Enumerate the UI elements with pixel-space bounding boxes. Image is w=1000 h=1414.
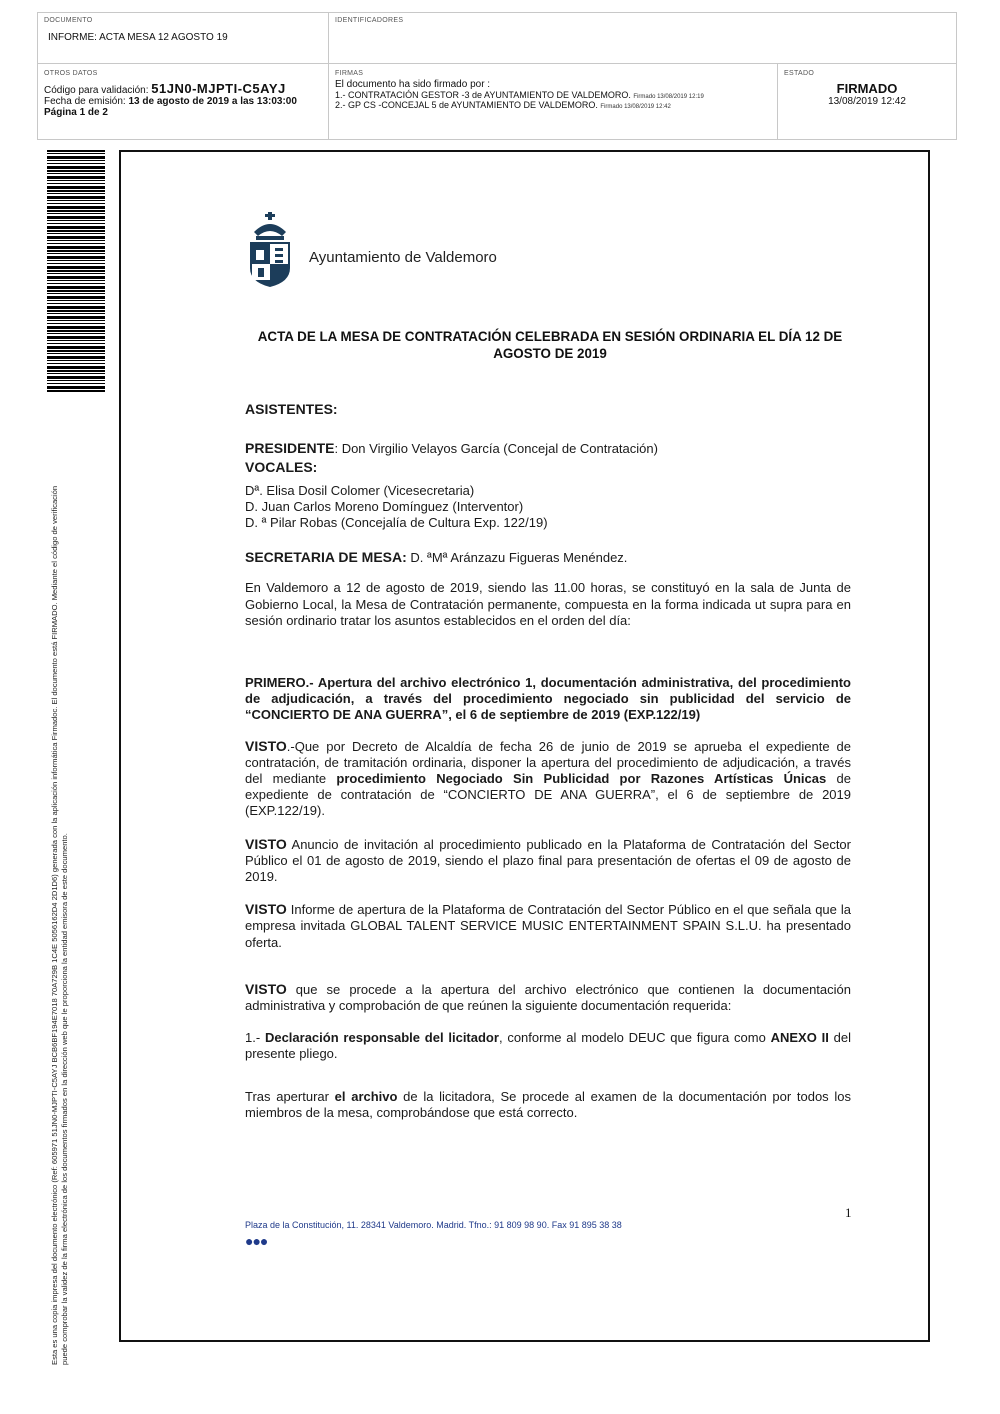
fecha-prefix: Fecha de emisión:: [44, 96, 126, 107]
presidente-line: [245, 440, 851, 457]
visto-1-text-b: de expediente de contratación de “CONCIERTO DE ANA GUERRA”, el 6 de septiembre de 2019 (EXP.122/19).: [245, 771, 851, 819]
item-1-mid: , conforme al modelo DEUC que figura como: [498, 1030, 771, 1046]
estado-date: 13/08/2019 12:42: [828, 96, 906, 107]
visto-2-paragraph: [245, 836, 851, 886]
sidenote-line-1: Esta es una copia impresa del documento electrónico (Ref: 605971 51JN0-MJPTI-C5AYJ BCB6BF194E7018 70A729B 1C4E 5056162D4 2D1D6) generada con la aplicación informática Firmadoc. El documento está FIRMADO. Mediante el código de verificación: [50, 485, 59, 1365]
visto-4-text: que se procede a la apertura del archivo electrónico que contienen la documentación administrativa y comprobación de que reúnen la siguiente documentación requerida:: [245, 981, 851, 1014]
documento-label: DOCUMENTO: [44, 17, 93, 24]
page-number: 1: [845, 1205, 852, 1220]
verification-sidenote: [50, 390, 70, 1365]
title-line-1: ACTA DE LA MESA DE CONTRATACIÓN CELEBRADA EN SESIÓN ORDINARIA EL DÍA 12 DE: [257, 329, 843, 344]
document-title: [245, 328, 855, 362]
visto-3-label: VISTO: [245, 901, 287, 918]
visto-2-text: Anuncio de invitación al procedimiento publicado en la Plataforma de Contratación del Sector Público el 01 de agosto de 2019, siendo el plazo final para presentación de ofertas el 09 de agosto de 2019.: [245, 836, 851, 885]
firmas-intro: El documento ha sido firmado por :: [335, 79, 491, 90]
sidenote-line-2: puede comprobar la validez de la firma electrónica de los documentos firmados en la dirección web que le proporciona la entidad emisora de este documento.: [60, 833, 69, 1365]
title-line-2: AGOSTO DE 2019: [493, 346, 607, 361]
intro-paragraph: En Valdemoro a 12 de agosto de 2019, siendo las 11.00 horas, se constituyó en la sala de Junta de Gobierno Local, la Mesa de Contratación permanente, compuesta en la forma indicada ut supra para en sesión ordinario tratar los asuntos establecidos en el orden del día:: [245, 580, 851, 628]
otros-datos-label: OTROS DATOS: [44, 70, 98, 77]
vocal-1: Dª. Elisa Dosil Colomer (Vicesecretaria): [245, 482, 475, 498]
visto-1-text-a: .-Que por Decreto de Alcaldía de fecha 26 de junio de 2019 se aprueba el expediente de contratación, de tramitación ordinaria, disponer la apertura del procedimiento de adjudicación, a través del mediante: [245, 738, 851, 787]
signature-header: [37, 12, 957, 140]
tras-paragraph: [245, 1089, 851, 1121]
visto-1-label: VISTO: [245, 737, 287, 754]
organization-name: Ayuntamiento de Valdemoro: [309, 249, 497, 266]
visto-2-label: VISTO: [245, 835, 287, 852]
vocales-heading: VOCALES:: [245, 459, 318, 476]
item-1-end: del presente pliego.: [245, 1030, 851, 1062]
footer-address: Plaza de la Constitución, 11. 28341 Valdemoro. Madrid. Tfno.: 91 809 98 90. Fax 91 895 38 38: [245, 1220, 622, 1230]
firma-2: [335, 100, 771, 110]
tras-bold: el archivo: [334, 1088, 398, 1104]
primero-heading: PRIMERO.- Apertura del archivo electrónico 1, documentación administrativa, del procedimiento de adjudicación, a través del procedimiento negociado sin publicidad del servicio de “CONCIERTO DE ANA GUERRA”, el 6 de septiembre de 2019 (EXP.122/19): [245, 675, 851, 723]
vocal-3: D. ª Pilar Robas (Concejalía de Cultura Exp. 122/19): [245, 515, 548, 531]
visto-1-paragraph: [245, 738, 851, 820]
estado-label: ESTADO: [784, 70, 815, 77]
identificadores-label: IDENTIFICADORES: [335, 17, 404, 24]
firma-1-date: Firmado 13/08/2019 12:19: [633, 94, 704, 100]
tras-text-a: Tras aperturar: [245, 1088, 335, 1104]
otros-datos-cell: [38, 66, 328, 138]
asistentes-heading: ASISTENTES:: [245, 401, 338, 417]
estado-value: FIRMADO: [836, 81, 898, 96]
document-page: [119, 150, 930, 1342]
visto-4-paragraph: [245, 981, 851, 1014]
firma-2-date: Firmado 13/08/2019 12:42: [600, 104, 671, 110]
identificadores-cell: [329, 13, 949, 63]
barcode-icon: [47, 150, 105, 392]
secretaria-label: SECRETARIA DE MESA:: [245, 549, 407, 566]
codigo-value: 51JN0-MJPTI-C5AYJ: [151, 81, 286, 96]
codigo-validacion: [44, 81, 322, 96]
estado-cell: [778, 66, 956, 138]
presidente-label: PRESIDENTE: [245, 440, 335, 457]
firmas-cell: [329, 66, 777, 138]
fecha-emision: [44, 96, 322, 107]
item-1-bold: Declaración responsable del licitador: [264, 1030, 499, 1046]
documento-cell: [38, 13, 328, 63]
firma-1: [335, 90, 771, 100]
firma-2-text: 2.- GP CS -CONCEJAL 5 de AYUNTAMIENTO DE VALDEMORO.: [335, 100, 598, 110]
tras-text-b: de la licitadora, Se procede al examen de la documentación por todos los miembros de la mesa, comprobándose que está correcto.: [245, 1088, 851, 1120]
firma-1-text: 1.- CONTRATACIÓN GESTOR -3 de AYUNTAMIENTO DE VALDEMORO.: [335, 90, 631, 100]
codigo-prefix: Código para validación:: [44, 85, 149, 96]
visto-3-text: Informe de apertura de la Plataforma de Contratación del Sector Público en el que señala que la empresa invitada GLOBAL TALENT SERVICE MUSIC ENTERTAINMENT SPAIN S.L.U. ha presentado oferta.: [245, 902, 851, 950]
item-1-prefix: 1.-: [245, 1030, 265, 1046]
secretaria-text: D. ªMª Aránzazu Figueras Menéndez.: [406, 550, 628, 566]
visto-4-label: VISTO: [245, 980, 287, 997]
vocal-2: D. Juan Carlos Moreno Domínguez (Interventor): [245, 498, 524, 514]
item-1-paragraph: [245, 1030, 851, 1062]
footer-dots-icon: ●●●: [245, 1233, 268, 1249]
visto-3-paragraph: [245, 901, 851, 951]
visto-1-bold: procedimiento Negociado Sin Publicidad por Razones Artísticas Únicas: [336, 771, 827, 787]
item-1-bold-2: ANEXO II: [770, 1030, 829, 1046]
firmas-label: FIRMAS: [335, 70, 364, 77]
fecha-value: 13 de agosto de 2019 a las 13:03:00: [128, 96, 297, 107]
document-body: [245, 401, 851, 1121]
secretaria-line: [245, 549, 851, 566]
coat-of-arms-icon: [246, 210, 294, 288]
presidente-text: : Don Virgilio Velayos García (Concejal de Contratación): [334, 441, 658, 457]
documento-value: INFORME: ACTA MESA 12 AGOSTO 19: [48, 32, 228, 43]
pagina-indicator: Página 1 de 2: [44, 107, 108, 118]
